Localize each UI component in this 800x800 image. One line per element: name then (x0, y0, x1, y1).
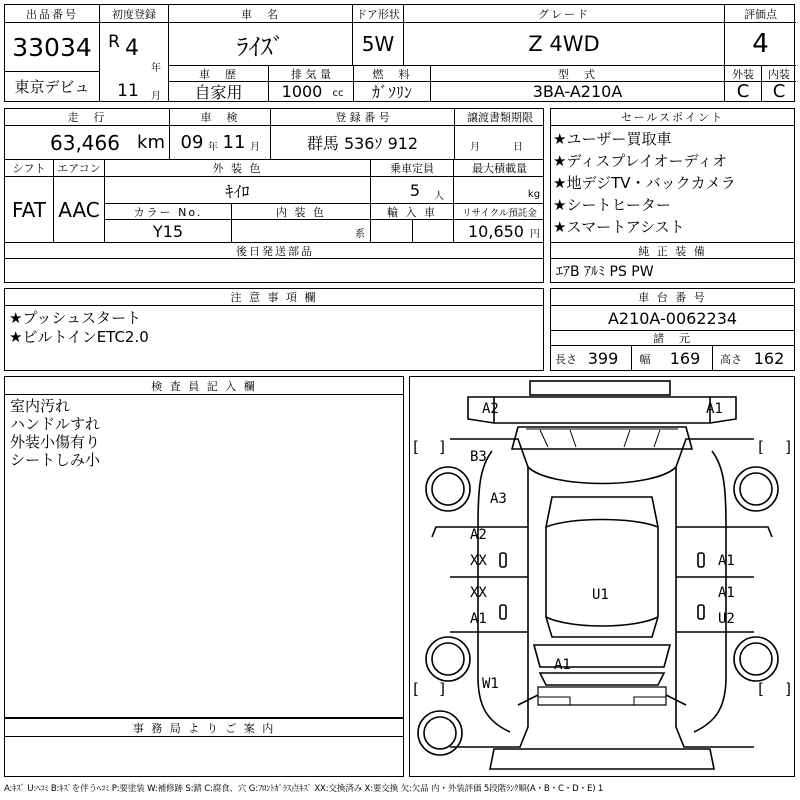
equipment-value: ｴｱB ｱﾙﾐ PS PW (556, 263, 654, 280)
sales-points-label: セールスポイント (620, 111, 724, 124)
transfer-day-unit: 日 (513, 141, 523, 153)
notes-block (4, 288, 544, 371)
transfer-month-unit: 月 (470, 141, 480, 153)
inspector-label: 検 査 員 記 入 欄 (151, 379, 257, 393)
bracket-right-top: [ (758, 438, 764, 456)
inspector-note-line: 外装小傷有り (10, 433, 101, 451)
displacement-label: 排 気 量 (291, 67, 331, 81)
bracket-left-top: [ (413, 438, 419, 456)
shift-label: シフト (12, 162, 46, 175)
registration-month: 11 (117, 81, 139, 101)
chassis-block (550, 288, 795, 371)
bracket-right-top-close: ] (785, 438, 791, 456)
mark-door-rear-right-2: U2 (718, 611, 735, 627)
exterior-color-label: 外 装 色 (212, 162, 263, 175)
bracket-left-bottom: [ (413, 680, 419, 698)
inspector-note-line: ハンドルすれ (10, 415, 101, 433)
mileage-unit: km (137, 132, 165, 153)
year-unit: 年 (151, 62, 161, 74)
fuel: ｶﾞｿﾘﾝ (371, 83, 412, 102)
displacement-unit: cc (332, 87, 344, 99)
history: 自家用 (194, 83, 243, 102)
mark-door-rear-right-1: A1 (718, 585, 735, 601)
mark-rear: A1 (554, 657, 571, 673)
equipment-label: 純 正 装 備 (638, 244, 707, 258)
bracket-left-top-close: ] (439, 438, 445, 456)
transfer-deadline-label: 譲渡書類期限 (467, 111, 533, 124)
lot-number: 33034 (12, 32, 92, 62)
car-outline (410, 377, 794, 776)
mark-bonnet-left: B3 (470, 449, 487, 465)
mark-fender-front-left: A3 (490, 491, 507, 507)
import-label: 輸 入 車 (387, 205, 437, 219)
overall-score: 4 (752, 29, 769, 59)
mark-front-left: A2 (482, 401, 499, 417)
exterior-color: ｷｲﾛ (225, 181, 250, 201)
registration-year: 4 (125, 35, 139, 61)
lot-number-label: 出品番号 (26, 7, 78, 21)
shipping-parts-label: 後日発送部品 (236, 244, 314, 258)
office-block (4, 718, 404, 777)
era-mark: R (108, 32, 120, 52)
damage-diagram (409, 376, 795, 777)
inspector-note-line: シートしみ小 (10, 451, 101, 469)
inspection-month-unit: 月 (250, 141, 260, 153)
door-type: 5W (361, 32, 395, 56)
sales-point-item: ★スマートアシスト (553, 218, 685, 236)
car-name-label: 車 名 (241, 7, 280, 21)
displacement: 1000 (281, 82, 323, 101)
chassis-number: A210A-0062234 (607, 308, 738, 328)
sales-point-item: ★地デジTV・バックカメラ (553, 174, 736, 192)
width-value: 169 (669, 348, 701, 368)
debut-badge: 東京デビュ (14, 77, 90, 96)
width-label: 幅 (639, 353, 651, 366)
grade: Z 4WD (528, 32, 600, 56)
header-block (4, 4, 795, 102)
mark-door-front-left-1: A2 (470, 527, 487, 543)
score-label: 評価点 (744, 7, 777, 21)
month-unit: 月 (151, 90, 161, 102)
mark-front-right: A1 (706, 401, 723, 417)
length-value: 399 (587, 348, 619, 368)
mileage: 63,466 (50, 130, 120, 155)
height-label: 高さ (720, 353, 742, 366)
bracket-right-bottom-close: ] (785, 680, 791, 698)
office-label: 事 務 局 よ り ご 案 内 (132, 721, 276, 735)
exterior-grade: C (736, 81, 750, 102)
interior-color-unit: 系 (355, 228, 365, 240)
history-label: 車 歴 (199, 67, 238, 81)
exterior-grade-label: 外装 (732, 67, 754, 81)
mark-door-rear-left-2: A1 (470, 611, 487, 627)
capacity: 5 (409, 180, 421, 200)
mark-roof: U1 (592, 587, 609, 603)
door-type-label: ドア形状 (356, 7, 400, 21)
registration-number-label: 登 録 番 号 (335, 111, 390, 124)
recycle-label: リサイクル預託金 (462, 207, 537, 219)
inspection-year: 09 (180, 132, 204, 153)
sales-point-item: ★シートヒーター (553, 196, 671, 214)
mark-door-front-left-2: XX (470, 553, 487, 569)
inspection-label: 車 検 (200, 111, 240, 124)
legend-footer: A:ｷｽﾞ U:ﾍｺﾐ B:ｷｽﾞを伴うﾍｺﾐ P:要塗装 W:補修跡 S:錆 C:腐食、穴 G:ﾌﾛﾝﾄｶﾞﾗｽ点ｷｽﾞ XX:交換済み X:要交換 欠:欠品 内・外装評価 5段階ﾗﾝｸ順(A・B・C・D・E) 1 (4, 784, 604, 794)
inspector-block (4, 376, 404, 718)
grade-label: グレード (538, 7, 590, 21)
chassis-label: 車 台 番 号 (638, 291, 707, 304)
model-label: 型 式 (558, 67, 597, 81)
first-registration-label: 初度登録 (112, 7, 156, 21)
sales-points-list (553, 128, 793, 238)
fuel-label: 燃 料 (372, 67, 412, 81)
inspector-notes (10, 397, 400, 469)
vehicle-details-block (4, 108, 544, 283)
mark-door-front-right: A1 (718, 553, 735, 569)
mark-door-rear-left-1: XX (470, 585, 487, 601)
note-item: ★プッシュスタート (9, 309, 142, 327)
inspector-note-line: 室内汚れ (10, 397, 71, 415)
notes-list (9, 309, 539, 347)
note-item: ★ビルトインETC2.0 (9, 328, 149, 346)
shift-type: FAT (11, 197, 46, 222)
capacity-label: 乗車定員 (390, 162, 434, 175)
height-value: 162 (753, 348, 785, 368)
car-name: ﾗｲｽﾞ (236, 32, 285, 61)
sales-point-item: ★ユーザー買取車 (553, 130, 672, 148)
interior-grade: C (772, 81, 786, 102)
registration-number: 群馬 536ｿ 912 (306, 134, 419, 153)
inspection-year-unit: 年 (208, 141, 218, 153)
sales-point-item: ★ディスプレイオーディオ (553, 152, 728, 170)
recycle-fee-unit: 円 (530, 228, 540, 240)
mark-rear-left: W1 (482, 676, 499, 692)
aircon-label: エアコン (57, 162, 101, 175)
interior-color-label: 内 装 色 (276, 205, 326, 219)
color-number-label: カラー No. (133, 205, 203, 219)
mileage-label: 走 行 (67, 111, 107, 124)
sales-points-block (550, 108, 795, 283)
aircon-type: AAC (58, 197, 100, 222)
interior-grade-label: 内装 (768, 67, 790, 81)
bracket-right-bottom: [ (758, 680, 764, 698)
model-code: 3BA-A210A (532, 82, 623, 101)
inspection-month: 11 (222, 132, 246, 153)
specs-label: 諸 元 (653, 332, 692, 345)
color-number: Y15 (152, 221, 184, 241)
max-load-unit: kg (527, 188, 541, 200)
recycle-fee: 10,650 (468, 221, 524, 241)
capacity-unit: 人 (434, 190, 444, 202)
max-load-label: 最大積載量 (472, 162, 527, 175)
notes-label: 注 意 事 項 欄 (230, 291, 318, 304)
bracket-left-bottom-close: ] (439, 680, 445, 698)
length-label: 長さ (555, 353, 577, 366)
